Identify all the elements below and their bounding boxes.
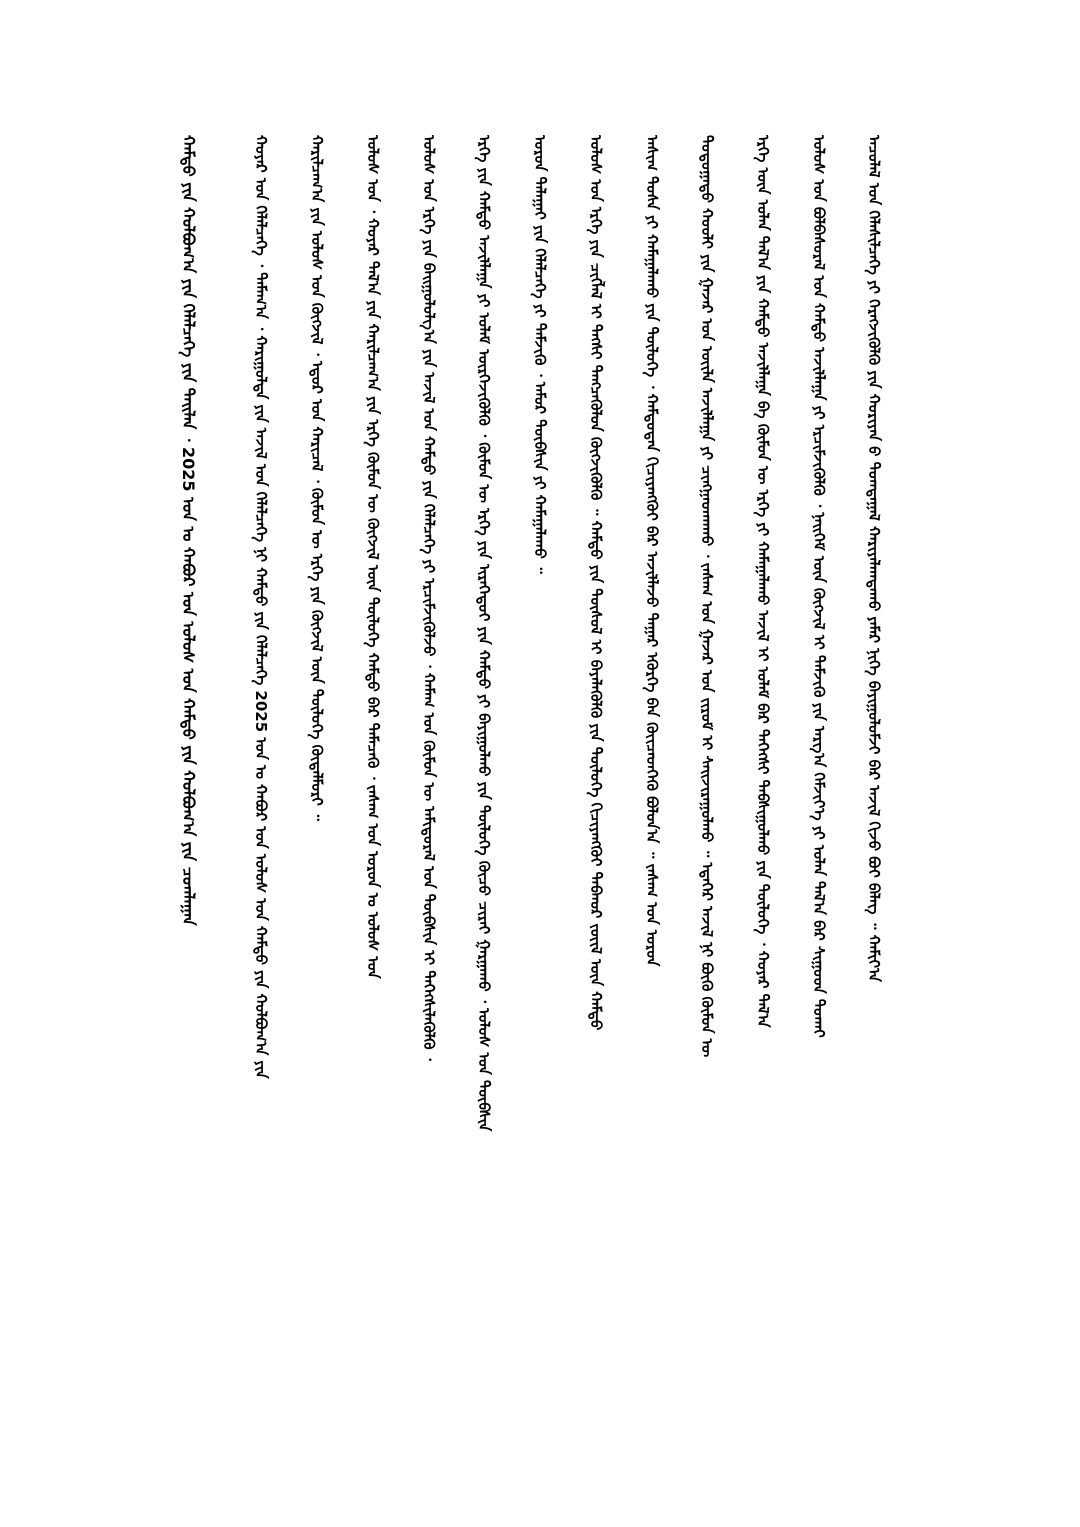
text-line-10-content: ᠤᠯᠤᠰ ᠤᠨ ᠂ ᠬᠣᠶᠠᠷ ᠲᠠᠯ᠎ᠠ ᠶᠢᠨ ᠬᠠᠷᠢᠯᠴᠠᠭ᠎ᠠ ᠶᠢᠨ ᠡᠷᠬᠡ ᠬᠦᠮᠦᠨ ᠦ ᠬᠥᠭᠵᠢᠯ ᠦᠨ ᠲᠥᠯᠦᠭᠡ ᠬᠠᠮᠲᠤ ᠪᠠᠷ ᠲᠡᠮᠡᠴᠡᠬᠦ ᠂ ᠵᠠᠰᠠᠭ ᠤᠨ ᠣᠷᠤᠨ ᠤ ᠤᠯᠤᠰ ᠤᠨ [364, 135, 382, 979]
text-line-8 [468, 135, 500, 1390]
text-line-5-content: ᠠᠰᠢᠭ ᠲᠤᠰᠠ ᠶᠢ ᠬᠠᠮᠠᠭᠠᠯᠠᠬᠤ ᠶᠢᠨ ᠲᠥᠯᠦᠭᠡ ᠂ ᠬᠠᠮᠲᠤᠳᠠᠨ ᠬᠢᠴᠢᠶᠡᠩᠭᠦᠢ ᠪᠠᠷ ᠠᠵᠢᠯᠯᠠᠵᠤ ᠲᠠᠭᠠᠷ ᠡᠭᠦᠷᠭᠡ ᠪᠡᠨ ᠭᠦᠢᠴᠡᠳᠬᠡᠬᠦ ᠪᠣᠯᠤᠨ᠎ᠠ ᠃ ᠵᠠᠰᠠᠭ ᠤᠨ ᠣᠷᠤᠨ [643, 135, 661, 967]
text-line-7 [524, 135, 556, 1390]
text-line-6 [580, 135, 612, 1390]
document-title: ᠬᠠᠮᠲᠤ ᠶᠢᠨ ᠬᠣᠯᠪᠣᠭ᠎ᠠ ᠶᠢᠨ ᠬᠡᠯᠡᠯᠴᠡᠭᠡ ᠶᠢᠨ ᠲᠠᠢᠯᠠᠨ ᠂ 2025 ᠣᠨ ᠤ ᠬᠠᠪᠤᠷ ᠤᠨ ᠤᠯᠤᠰ ᠤᠨ ᠬᠠᠮᠲᠤ ᠶᠢᠨ ᠬᠣᠯᠪᠣᠭ᠎ᠠ ᠶᠢᠨ ᠴᠤᠭᠯᠠᠭᠠᠨ [179, 135, 198, 926]
text-line-7-content: ᠤᠷᠤᠨ ᠳᠠᠯᠠᠭᠠᠢ ᠶᠢᠨ ᠬᠡᠯᠡᠯᠴᠡᠭᠡ ᠶᠢ ᠳᠡᠮᠵᠢᠬᠦ ᠂ ᠠᠮᠤᠷ ᠲᠦᠪᠰᠢᠨ ᠶᠢ ᠬᠠᠮᠠᠭᠠᠯᠠᠬᠤ ᠃ [531, 135, 549, 574]
text-line-11 [301, 135, 333, 1390]
text-line-8-content: ᠡᠷᠬᠡ ᠶᠢᠨ ᠬᠠᠮᠲᠤ ᠠᠵᠢᠯᠯᠠᠭᠠ ᠶᠢ ᠤᠯᠠᠮ ᠥᠷᠭᠡᠵᠢᠭᠦᠯᠬᠦ ᠂ ᠬᠦᠮᠦᠨ ᠦ ᠡᠷᠬᠡ ᠶᠢᠨ ᠢᠷᠡᠭᠡᠳᠦᠢ ᠶᠢᠨ ᠬᠠᠮᠲᠤ ᠶᠢ ᠪᠠᠶᠢᠭᠤᠯᠬᠤ ᠶᠢᠨ ᠲᠥᠯᠦᠭᠡ ᠬᠦᠴᠦ ᠴᠢᠷᠠᠢ ᠭᠠᠷᠭᠠᠬᠤ ᠂ ᠤᠯᠤᠰ ᠤᠨ ᠲᠦᠪᠰᠢᠨ [475, 135, 493, 1132]
text-line-2 [803, 135, 835, 1390]
text-line-4-content: ᠳᠣᠲᠣᠭᠠᠳᠤ ᠬᠤᠤᠯᠢ ᠶᠢᠨ ᠭᠠᠵᠠᠷ ᠤᠨ ᠦᠢᠯᠡ ᠠᠵᠢᠯᠯᠠᠭᠠ ᠶᠢ ᠴᠢᠩᠭᠠᠳᠬᠠᠬᠤ ᠂ ᠵᠠᠰᠠᠭ ᠤᠨ ᠭᠠᠵᠠᠷ ᠤᠨ ᠵᠢᠷᠤᠮ ᠢ ᠰᠠᠢᠵᠢᠷᠠᠭᠤᠯᠬᠤ ᠃ ᠡᠳᠡᠭᠡᠷ ᠠᠵᠢᠯ ᠨᠢ ᠪᠦᠬᠦ ᠬᠦᠮᠦᠨ ᠦ [698, 135, 716, 1058]
text-line-11-content: ᠬᠠᠷᠢᠯᠴᠠᠭ᠎ᠠ ᠶᠢᠨ ᠤᠯᠤᠰ ᠤᠨ ᠬᠥᠭᠵᠢᠯ ᠂ ᠡᠳᠦᠷ ᠤᠨ ᠬᠠᠷᠢᠴᠠᠯ ᠂ ᠬᠦᠮᠦᠨ ᠦ ᠡᠷᠬᠡ ᠶᠢᠨ ᠬᠥᠭᠵᠢᠯ ᠦᠨ ᠲᠥᠯᠦᠭᠡ ᠬᠥᠳᠡᠯᠮᠦᠷᠢ ᠃ [308, 135, 326, 821]
text-line-10 [357, 135, 389, 1390]
text-line-12 [245, 135, 277, 1390]
text-line-1-content: ᠠᠴᠤᠯᠠᠯ ᠤᠨ ᠬᠡᠯᠡᠰᠢᠯᠴᠡᠭᠡ ᠶᠢ ᠬᠡᠷᠡᠭᠵᠢᠭᠦᠯᠬᠦ ᠶᠢᠨ ᠬᠣᠷᠢᠶᠠᠨ ᠤ᠋ ᠲᠣᠭᠲᠠᠭᠠᠯ ᠬᠠᠷᠢᠶᠠᠯᠠᠭᠳᠠᠬᠤ ᠶᠠᠮᠠᠷ ᠨᠢᠭᠡ ᠪᠠᠶᠢᠭᠤᠯᠤᠮᠵᠢ ᠪᠡᠷ ᠠᠵᠢᠯ ᠬᠢᠵᠦ ᠪᠤᠶ ᠪᠡᠯᠡᠭ ᠃ ᠬᠠᠮᠢᠶ᠎ᠠ [865, 135, 883, 982]
text-line-5 [636, 135, 668, 1390]
text-line-6-content: ᠤᠯᠤᠰ ᠤᠨ ᠡᠷᠬᠡ ᠶᠢᠨ ᠴᠢᠭᠯᠡᠯ ᠢ ᠲᠡᠭᠰᠢ ᠲᠡᠩᠴᠡᠭᠦᠯᠦᠨ ᠬᠥᠭᠵᠢᠭᠦᠯᠬᠦ ᠃ ᠬᠠᠮᠲᠤ ᠶᠢᠨ ᠲᠦᠰᠦᠯ ᠢ ᠪᠡᠶᠡᠯᠡᠭᠦᠯᠬᠦ ᠶᠢᠨ ᠲᠥᠯᠦᠭᠡ ᠬᠢᠴᠢᠶᠡᠩᠭᠦᠢ ᠳᠠᠪᠬᠤᠷ ᠵᠦᠢᠯ ᠦᠨ ᠬᠠᠮᠲᠤ [587, 135, 605, 1031]
text-line-9-content: ᠤᠯᠤᠰ ᠤᠨ ᠡᠷᠬᠡ ᠶᠢᠨ ᠪᠠᠢᠭᠤᠯᠤᠯᠭ᠎ᠠ ᠶᠢᠨ ᠠᠵᠢᠯ ᠤᠨ ᠬᠠᠮᠲᠤ ᠶᠢᠨ ᠬᠡᠯᠡᠯᠴᠡᠭᠡ ᠶᠢ ᠡᠷᠴᠢᠮᠵᠢᠭᠦᠯᠵᠦ ᠂ ᠬᠠᠮᠠᠭ ᠤᠨ ᠬᠦᠮᠦᠨ ᠦ ᠠᠮᠢᠳᠤᠷᠠᠯ ᠤᠨ ᠲᠦᠪᠰᠢᠨ ᠢ ᠳᠡᠭᠡᠭᠰᠢᠯᠡᠭᠦᠯᠬᠦ ᠂ [420, 135, 438, 1061]
text-line-4 [691, 135, 723, 1390]
text-line-2-content: ᠤᠯᠤᠰ ᠤᠨ ᠪᠣᠯᠪᠠᠰᠤᠷᠠᠯ ᠤᠨ ᠬᠠᠮᠲᠤ ᠠᠵᠢᠯᠯᠠᠭᠠ ᠶᠢ ᠡᠷᠴᠢᠮᠵᠢᠭᠦᠯᠬᠦ ᠂ ᠨᠡᠢᠭᠡᠮ ᠦᠨ ᠬᠦᠭᠵᠢᠯ ᠢ ᠳᠡᠮᠵᠢᠬᠦ ᠶᠢᠨ ᠠᠷᠭ᠎ᠠ ᠬᠡᠮᠵᠢᠶ᠎ᠡ ᠶᠢ ᠣᠯᠠᠨ ᠲᠠᠯ᠎ᠠ ᠪᠡᠷ ᠰᠢᠭᠤᠳ ᠲᠤᠬᠠᠢ [810, 135, 828, 1038]
text-line-1 [858, 135, 890, 1390]
document-title-line [172, 135, 204, 1390]
text-line-3 [747, 135, 779, 1390]
text-line-3-content: ᠡᠷᠬᠡ ᠦᠨ ᠣᠯᠠᠨ ᠲᠠᠯ᠎ᠠ ᠶᠢᠨ ᠬᠠᠮᠲᠤ ᠠᠵᠢᠯᠯᠠᠭᠠ ᠪᠠ ᠬᠦᠮᠦᠨ ᠦ ᠡᠷᠬᠡ ᠶᠢ ᠬᠠᠮᠠᠭᠠᠯᠠᠬᠤ ᠠᠵᠢᠯ ᠢ ᠤᠯᠠᠮ ᠪᠡᠷ ᠳᠡᠭᠡᠭᠰᠢ ᠳᠠᠪᠰᠢᠭᠤᠯᠬᠤ ᠶᠢᠨ ᠲᠥᠯᠦᠭᠡ ᠂ ᠬᠣᠶᠠᠷ ᠲᠠᠯ᠎ᠠ [754, 135, 772, 1028]
text-line-9 [413, 135, 445, 1390]
text-line-12-content: ᠬᠣᠶᠠᠷ ᠤᠨ ᠬᠡᠯᠡᠯᠴᠡᠭᠡ ᠂ ᠲᠠᠮᠠᠭ᠎ᠠ ᠂ ᠬᠠᠷᠢᠭᠤᠯᠲᠠ ᠶᠢᠨ ᠠᠵᠢᠯ ᠤᠨ ᠬᠡᠯᠡᠯᠴᠡᠭᠡ ᠨᠢ ᠬᠠᠮᠲᠤ ᠶᠢᠨ ᠬᠡᠯᠡᠯᠴᠡᠭᠡ 2025 ᠣᠨ ᠤ ᠬᠠᠪᠤᠷ ᠤᠨ ᠤᠯᠤᠰ ᠤᠨ ᠬᠠᠮᠲᠤ ᠶᠢᠨ ᠬᠣᠯᠪᠣᠭ᠎ᠠ ᠶᠢᠨ [252, 135, 270, 1079]
